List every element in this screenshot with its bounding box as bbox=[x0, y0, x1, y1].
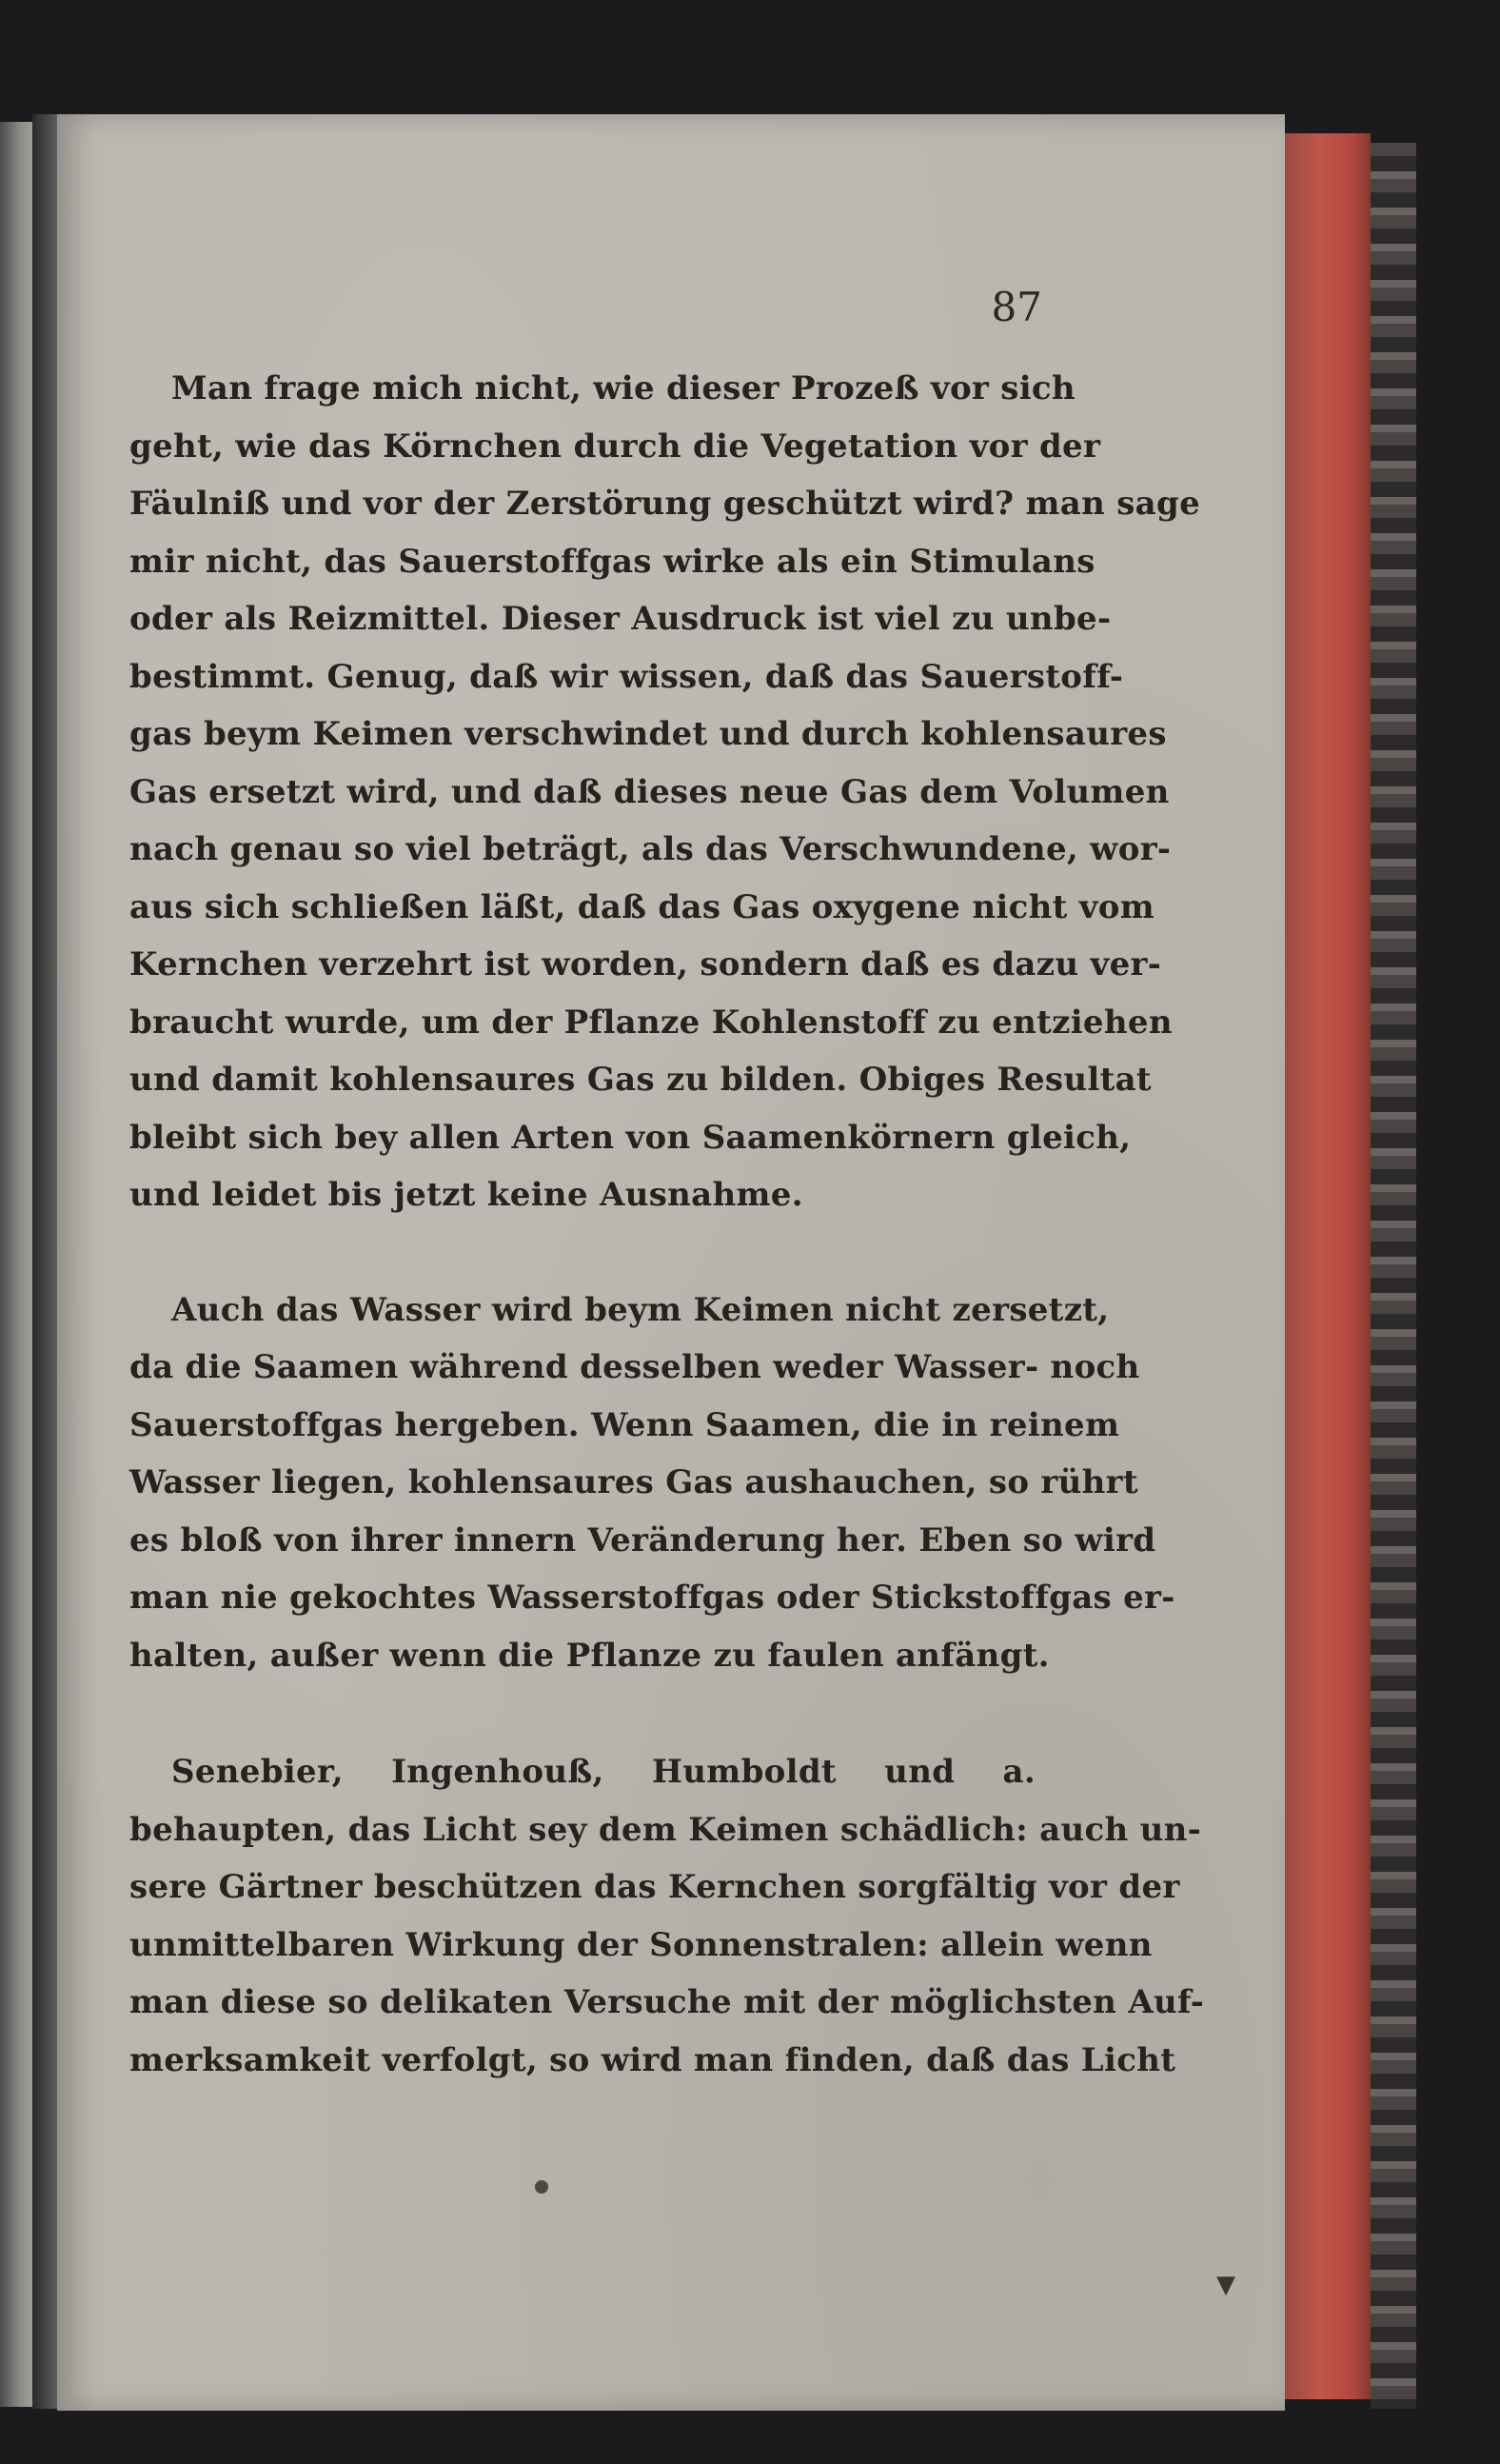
text-line: oder als Reizmittel. Dieser Ausdruck ist viel zu unbe- bbox=[129, 600, 1112, 638]
text-line: Kernchen verzehrt ist worden, sondern daß es dazu ver- bbox=[129, 945, 1162, 984]
book-cover-edge bbox=[1371, 143, 1416, 2409]
text-line: merksamkeit verfolgt, so wird man finden, daß das Licht bbox=[129, 2040, 1176, 2079]
text-line: gas beym Keimen verschwindet und durch kohlensaures bbox=[129, 715, 1167, 753]
text-line: und leidet bis jetzt keine Ausnahme. bbox=[129, 1176, 803, 1214]
text-line: nach genau so viel beträgt, als das Verschwundene, wor- bbox=[129, 830, 1172, 868]
text-line: braucht wurde, um der Pflanze Kohlenstoff zu entziehen bbox=[129, 1003, 1173, 1042]
paragraph-3 bbox=[129, 1743, 1205, 2089]
previous-page-edge bbox=[0, 122, 32, 2407]
text-line: Auch das Wasser wird beym Keimen nicht zersetzt, bbox=[171, 1290, 1110, 1329]
text-line: Wasser liegen, kohlensaures Gas aushauchen, so rührt bbox=[129, 1463, 1138, 1501]
text-line: mir nicht, das Sauerstoffgas wirke als ein Stimulans bbox=[129, 542, 1095, 581]
text-line: unmittelbaren Wirkung der Sonnenstralen: allein wenn bbox=[129, 1925, 1153, 1964]
text-line: da die Saamen während desselben weder Wasser- noch bbox=[129, 1348, 1140, 1386]
page-number: 87 bbox=[991, 284, 1042, 330]
text-line: behaupten, das Licht sey dem Keimen schädlich: auch un- bbox=[129, 1810, 1202, 1849]
text-line: es bloß von ihrer innern Veränderung her. Eben so wird bbox=[129, 1520, 1156, 1560]
text-line: aus sich schließen läßt, daß das Gas oxygene nicht vom bbox=[129, 887, 1155, 926]
text-line: man nie gekochtes Wasserstoffgas oder Stickstoffgas er- bbox=[129, 1579, 1175, 1617]
text-line: halten, außer wenn die Pflanze zu faulen anfängt. bbox=[129, 1636, 1050, 1675]
red-page-edges bbox=[1285, 133, 1371, 2399]
body-text bbox=[129, 360, 1205, 2089]
paragraph-1 bbox=[129, 360, 1201, 1224]
text-line: bestimmt. Genug, daß wir wissen, daß das Sauerstoff- bbox=[129, 657, 1124, 696]
text-line: und damit kohlensaures Gas zu bilden. Obiges Resultat bbox=[129, 1061, 1152, 1099]
text-line: Gas ersetzt wird, und daß dieses neue Gas dem Volumen bbox=[129, 772, 1170, 811]
ink-smudge bbox=[535, 2180, 548, 2194]
text-line: sere Gärtner beschützen das Kernchen sorgfältig vor der bbox=[129, 1868, 1180, 1906]
text-line: bleibt sich bey allen Arten von Saamenkörnern gleich, bbox=[129, 1118, 1132, 1157]
text-line: Man frage mich nicht, wie dieser Prozeß vor sich bbox=[171, 369, 1076, 407]
page-mark-icon: ▼ bbox=[1216, 2271, 1235, 2299]
text-line: Fäulniß und vor der Zerstörung geschützt wird? man sage bbox=[129, 485, 1201, 523]
text-line: man diese so delikaten Versuche mit der möglichsten Auf- bbox=[129, 1983, 1205, 2021]
text-line: geht, wie das Körnchen durch die Vegetation vor der bbox=[129, 427, 1101, 466]
text-line: Sauerstoffgas hergeben. Wenn Saamen, die in reinem bbox=[129, 1405, 1120, 1444]
text-line: Senebier, Ingenhouß, Humboldt und a. bbox=[171, 1753, 1036, 1791]
paragraph-2 bbox=[129, 1282, 1175, 1685]
